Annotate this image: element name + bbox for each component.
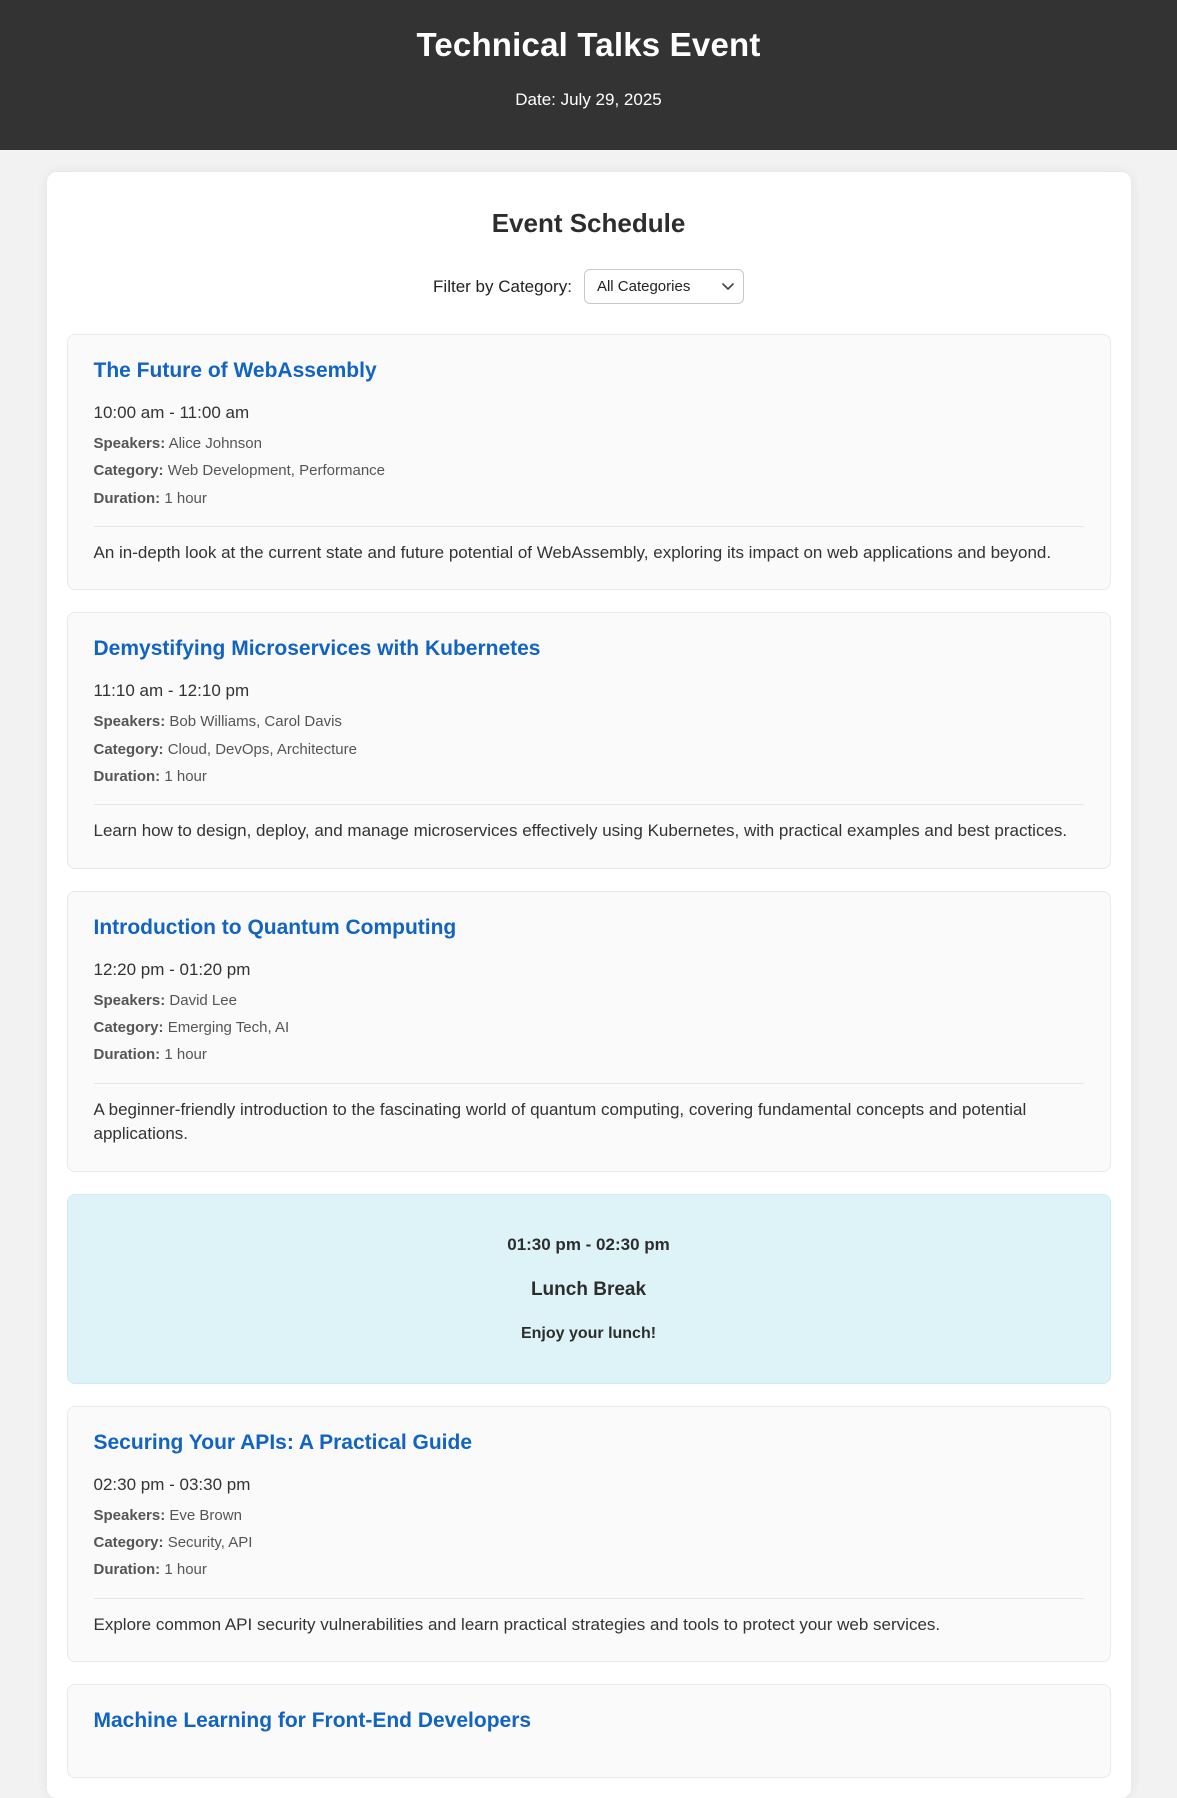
speakers-value: Alice Johnson <box>168 435 262 452</box>
talk-title: Securing Your APIs: A Practical Guide <box>93 1430 472 1454</box>
divider <box>94 526 1084 527</box>
talk-speakers <box>94 432 1084 455</box>
page-title: Technical Talks Event <box>416 26 761 63</box>
schedule-heading: Event Schedule <box>491 208 686 238</box>
talk-category <box>94 738 1084 761</box>
break-time: 01:30 pm - 02:30 pm <box>507 1234 670 1254</box>
talk-description: Explore common API security vulnerabilities and learn practical strategies and tools to protect your web services. <box>93 1614 941 1634</box>
duration-value: 1 hour <box>164 1561 207 1579</box>
category-label: Category: <box>93 1534 164 1552</box>
talk-category <box>94 1531 1084 1554</box>
category-filter[interactable] <box>584 269 744 304</box>
talk-time: 10:00 am - 11:00 am <box>93 403 250 422</box>
divider <box>94 1598 1084 1599</box>
divider <box>94 1083 1084 1084</box>
talk-duration <box>94 1043 1084 1066</box>
speakers-label: Speakers: <box>93 713 166 731</box>
speakers-value: Bob Williams, Carol Davis <box>169 713 342 731</box>
speakers-value: David Lee <box>169 991 237 1009</box>
duration-label: Duration: <box>93 489 161 507</box>
category-value: Emerging Tech, AI <box>167 1019 290 1037</box>
talk-title: Demystifying Microservices with Kubernetes <box>93 637 541 661</box>
talk-title: The Future of WebAssembly <box>93 359 377 382</box>
category-value: Security, API <box>167 1534 253 1552</box>
talk-title: Machine Learning for Front-End Developers <box>93 1709 532 1733</box>
talk-card <box>67 612 1111 868</box>
talk-time: 11:10 am - 12:10 pm <box>93 681 250 701</box>
talk-card <box>67 1684 1111 1778</box>
category-value: Web Development, Performance <box>167 462 386 480</box>
duration-label: Duration: <box>93 1046 161 1064</box>
page-header <box>0 0 1177 150</box>
category-filter-wrap <box>584 269 744 304</box>
talk-time: 02:30 pm - 03:30 pm <box>93 1474 251 1494</box>
duration-label: Duration: <box>93 1561 161 1579</box>
schedule-panel <box>47 172 1131 1798</box>
talk-duration <box>94 1558 1084 1581</box>
talk-card <box>67 891 1111 1172</box>
duration-value: 1 hour <box>164 489 207 507</box>
talk-speakers <box>94 989 1084 1012</box>
duration-label: Duration: <box>93 767 161 785</box>
event-date: Date: July 29, 2025 <box>515 90 662 109</box>
filter-row <box>67 269 1111 304</box>
talk-description: A beginner-friendly introduction to the fascinating world of quantum computing, covering fundamental concepts and potential applications. <box>93 1099 1027 1144</box>
duration-value: 1 hour <box>164 1046 207 1064</box>
break-title: Lunch Break <box>530 1278 647 1300</box>
talk-card <box>67 334 1111 590</box>
category-label: Category: <box>93 1019 164 1037</box>
talk-card <box>67 1406 1111 1662</box>
talk-time: 12:20 pm - 01:20 pm <box>93 959 251 979</box>
speakers-value: Eve Brown <box>169 1506 242 1524</box>
talk-speakers <box>94 710 1084 733</box>
break-note: Enjoy your lunch! <box>520 1324 657 1342</box>
divider <box>94 804 1084 805</box>
filter-label: Filter by Category: <box>433 276 572 296</box>
speakers-label: Speakers: <box>93 435 166 452</box>
talk-description: An in-depth look at the current state and future potential of WebAssembly, exploring its impact on web applications and beyond. <box>93 542 1052 562</box>
category-value: Cloud, DevOps, Architecture <box>167 740 357 758</box>
speakers-label: Speakers: <box>93 991 166 1009</box>
talk-duration <box>94 487 1084 510</box>
talk-description: Learn how to design, deploy, and manage microservices effectively using Kubernetes, with practical examples and best practices. <box>93 821 1068 841</box>
duration-value: 1 hour <box>164 767 207 785</box>
speakers-label: Speakers: <box>93 1506 166 1524</box>
talk-speakers <box>94 1504 1084 1527</box>
talk-duration <box>94 765 1084 788</box>
lunch-break-card <box>67 1194 1111 1384</box>
category-label: Category: <box>93 740 164 758</box>
talk-title: Introduction to Quantum Computing <box>93 915 457 939</box>
category-label: Category: <box>93 462 164 480</box>
talk-category <box>94 459 1084 482</box>
talk-category <box>94 1016 1084 1039</box>
